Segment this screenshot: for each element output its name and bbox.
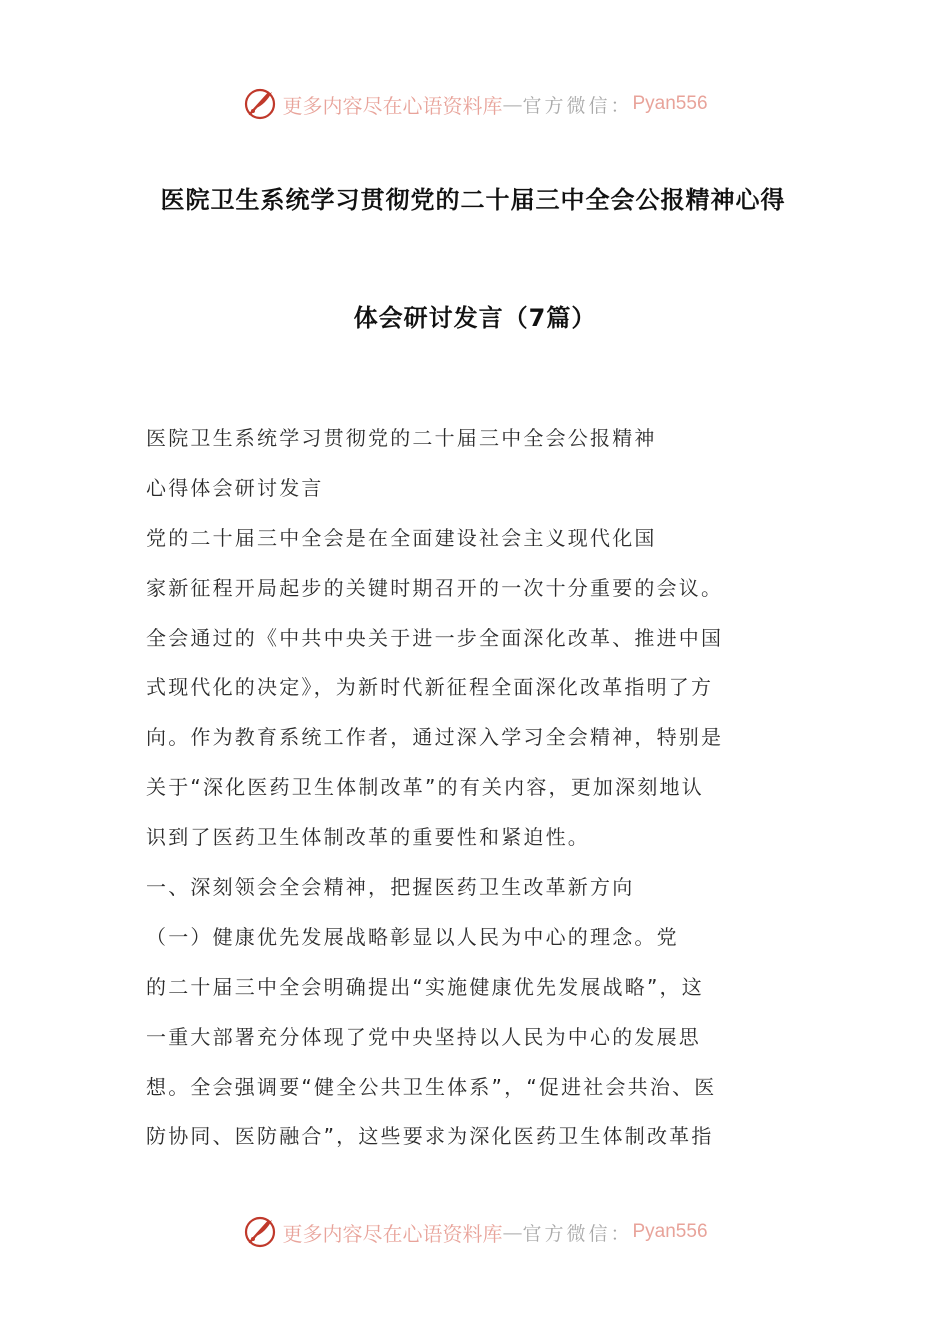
body-line: 全会通过的《中共中央关于进一步全面深化改革、推进中国 [146,625,724,650]
body-line: 一重大部署充分体现了党中央坚持以人民为中心的发展思 [146,1024,701,1049]
section-heading: 一、深刻领会全会精神，把握医药卫生改革新方向 [146,875,635,900]
body-line: 家新征程开局起步的关键时期召开的一次十分重要的会议。 [146,575,724,600]
footer-banner [0,1212,950,1252]
body-line: 想。全会强调要“健全公共卫生体系”，“促进社会共治、医 [146,1074,717,1099]
body-line: 党的二十届三中全会是在全面建设社会主义现代化国 [146,525,657,550]
banner-wechat-handle: Pyan556 [632,93,708,114]
body-line: 向。作为教育系统工作者，通过深入学习全会精神，特别是 [146,725,724,750]
body-line: 心得体会研讨发言 [146,475,324,500]
body-line: （一）健康优先发展战略彰显以人民为中心的理念。党 [146,924,679,949]
body-line: 关于“深化医药卫生体制改革”的有关内容，更加深刻地认 [146,775,704,800]
quill-logo-icon [242,1214,278,1250]
banner-sub-text: 官方微信： [522,1222,633,1245]
banner-sub-text: 官方微信： [522,94,633,117]
body-line: 医院卫生系统学习贯彻党的二十届三中全会公报精神 [146,426,657,450]
banner-dash: — [502,92,523,116]
quill-logo-icon [242,86,278,122]
body-line: 识到了医药卫生体制改革的重要性和紧迫性。 [146,825,590,850]
banner-dash: — [502,1220,523,1244]
document-title-line-1: 医院卫生系统学习贯彻党的二十届三中全会公报精神心得 [160,186,786,214]
document-title-line-2: 体会研讨发言（7篇） [353,304,597,332]
body-line: 的二十届三中全会明确提出“实施健康优先发展战略”，这 [146,974,704,999]
banner-main-text: 更多内容尽在心语资料库 [282,1221,503,1246]
banner-main-text: 更多内容尽在心语资料库 [282,93,503,118]
header-banner [0,84,950,124]
document-body [146,422,766,1170]
body-line: 式现代化的决定》，为新时代新征程全面深化改革指明了方 [146,675,714,700]
body-line: 防协同、医防融合”，这些要求为深化医药卫生体制改革指 [146,1124,714,1149]
banner-wechat-handle: Pyan556 [632,1221,708,1242]
